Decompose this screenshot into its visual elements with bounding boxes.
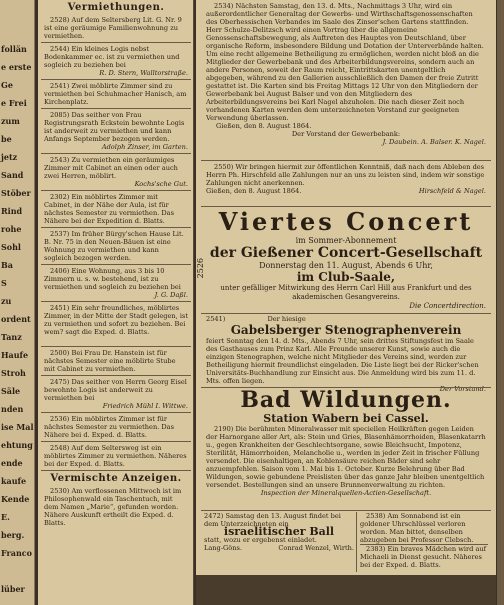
left-strip-fragment: ehtung [1, 440, 33, 450]
left-strip-fragment: Stroh [1, 368, 26, 378]
left-strip-fragment: berg. [1, 530, 25, 540]
ad-number: 2500) [50, 349, 70, 357]
bad-text: 2190) Die berühmten Mineralwasser mit speciellen Heilkräften gegen Leiden der Harnorgane aller Art, als: Stein und Gries, Blasenhämorrhoiden, Blasenkatarrh u., gegen Krankheiten der Geschlechtsorgane, sowie Bleichsucht, Impotenz, Sterilität, Hämorrhoiden, Melancholie u., werden in jeder Zeit in frischer Füllung versendet. Die eisenhaltigen, an Kohlensäure reichen Bäder sind sehr anzuempfehlen. Saison vom 1. Mai bis 1. October. Kurze Belehrung über Bad Wildungen, sowie gebundene Preislisten über das ganze Jahr bleiben unentgeltlich versendet. Bestellungen sind an unsere Brunnenverwaltung zu richten. [206, 425, 486, 489]
divider [41, 153, 191, 154]
concert-title: Viertes Concert [218, 207, 474, 236]
left-strip-fragment: zum [1, 116, 20, 126]
ad-signature: Kochs'sche Gut. [134, 180, 188, 188]
classified-ad [44, 230, 188, 262]
ball-ad: 2472) Samstag den 13. August findet bei dem Unterzeichneten ein israelitischer Ball statt, wozu er ergebenst einladet. Lang-Göns. Conrad Wenzel, Wirth. [204, 512, 354, 552]
ad-body: Zu vermiethen ein geräumiges Zimmer mit Cabinet an einen oder auch zwei Herren, möblirt. [44, 156, 178, 180]
classified-ad [44, 82, 188, 106]
ad-number: 2406) [50, 267, 70, 275]
ad-body: Auf dem Seltersberg Lit. G. Nr. 9 ist eine geräumige Familienwohnung zu vermiethen. [44, 16, 182, 40]
generaltag-ad [206, 2, 486, 146]
ad-text [44, 415, 188, 439]
steno-title: Gabelsberger Stenographenverein [230, 323, 462, 337]
hirschfeld-ad: 2550) Wir bringen hiermit zur öffentlichen Kenntniß, daß nach dem Ableben des Herrn Ph. Hirschfeld alle Zahlungen nur an uns zu leisten sind, indem wir sonstige Zahlungen nicht anerkennen. Gießen, den 8. August 1864. Hirschfeld & Nagel. [206, 163, 486, 195]
divider [41, 412, 191, 413]
divider [41, 346, 191, 347]
ad-body: Ein möblirtes Zimmer ist für nächstes Semester zu vermiethen. Das Nähere bei d. Exped. d. Blatts. [44, 415, 174, 439]
ad-text [44, 378, 188, 402]
left-strip-fragment: ende [1, 458, 23, 468]
classified-ad [44, 378, 188, 410]
ad-number: 2475) [50, 378, 70, 386]
ball-line2: statt, wozu er ergebenst einladet. [204, 536, 317, 544]
ad-number: 2085) [50, 111, 70, 119]
left-strip-fragment: nden [1, 404, 24, 414]
steno-text: feiert Sonntag den 14. d. Mts., Abends 7 Uhr, sein drittes Stiftungsfest im Saale des Gasthauses zum Prinz Karl. Alle Freunde unserer Kunst, sowie auch die einzigen Stenographen, welche nicht Mitglieder des Vereins sind, werden zur Betheiligung hiermit freundlichst eingeladen. Die Liste liegt bei der Ricker'schen Universitäts-Buchhandlung zur Einsicht aus. Die Anmeldung wird bis zum 11. d. Mts. offen liegen. [206, 337, 479, 385]
classified-ad [44, 16, 188, 40]
bad-wildungen-ad [206, 388, 486, 497]
ad-number: 2536) [50, 415, 70, 423]
ad-text [44, 193, 188, 225]
ad-number: 2302) [50, 193, 70, 201]
divider [41, 375, 191, 376]
concert-sub3: Donnerstag den 11. August, Abends 6 Uhr, [259, 261, 433, 270]
divider [41, 108, 191, 109]
lost-ad: 2538) Am Sonnabend ist ein goldener Uhrschlüssel verloren worden. Man bittet, denselben abzugeben bei Professor Clebsch. 2383) Ein braves Mädchen wird auf Michaeli in Dienst gesucht. Näheres bei der Exped. d. Blatts. [360, 512, 487, 569]
left-strip-fragment: Kende [1, 494, 30, 504]
divider [41, 227, 191, 228]
ad-text [44, 16, 188, 40]
steno-sig: Der Vorstand. [439, 385, 486, 393]
left-strip-fragment: e Frei [1, 98, 27, 108]
left-strip-fragment: S [1, 278, 7, 288]
ad-body: Bei Frau Dr. Hanstein ist für nächstes Semester eine möblirte Stube mit Cabinet zu vermiethen. [44, 349, 176, 373]
ad-number: 2541) [50, 82, 70, 90]
classified-ad [44, 267, 188, 299]
left-strip-fragment: follän [1, 44, 27, 54]
ad-text [44, 230, 188, 262]
ad-number: 2548) [50, 444, 70, 452]
left-strip-fragment: ise Mal [1, 422, 34, 432]
divider [41, 42, 191, 43]
vermiethungen-heading: Vermiethungen. [67, 2, 165, 13]
left-strip-fragment: Stöber [1, 188, 31, 198]
classified-ad [44, 444, 188, 468]
ad-body: Eine Wohnung, aus 3 bis 10 Zimmern u. s. w. bestehend, ist zu vermiethen und sogleich zu beziehen bei [44, 267, 181, 291]
ad-signature: Friedrich Mühl I. Wittwe. [102, 402, 188, 410]
concert-sub4: im Club-Saale, [296, 270, 396, 284]
left-strip-fragment: e erste [1, 62, 32, 72]
classified-ad [44, 45, 188, 77]
divider [41, 190, 191, 191]
ad-signature: J. G. Daßl. [154, 291, 188, 299]
left-strip-fragment: rohe [1, 224, 22, 234]
divider [41, 264, 191, 265]
concert-sig: Die Concertdirection. [409, 302, 486, 310]
vermischte-heading: Vermischte Anzeigen. [50, 473, 182, 484]
steno-ad: 2541) Der hiesige Gabelsberger Stenographenverein feiert Sonntag den 14. d. Mts., Abends 7 Uhr, sein drittes Stiftungsfest im Saale des Gasthauses zum Prinz Karl. Alle Freunde unserer Kunst, sowie auch die einzigen Stenographen, welche nicht Mitglieder des Vereins sind, werden zur Betheiligung hiermit freundlichst eingeladen. Die Liste liegt bei der Ricker'schen Universitäts-Buchhandlung zur Einsicht aus. Die Anmeldung wird bis zum 11. d. Mts. offen liegen. Der Vorstand. [206, 315, 486, 393]
ad-number: 2544) [50, 45, 70, 53]
left-strip-fragment: Ge [1, 80, 13, 90]
classified-ad [44, 415, 188, 439]
ad-body: Das seither von Frau Registrungsrath Eckstein bewohnte Logis ist anderweit zu vermiethen und kann Anfangs September bezogen werden. [44, 111, 185, 143]
left-strip-fragment: Franco [1, 548, 32, 558]
ad-signature: R. D. Stern, Walltorstraße. [99, 69, 188, 77]
generaltag-date: Gießen, den 8. August 1864. [216, 122, 312, 130]
ad-body: Zwei möblirte Zimmer sind zu vermiethen bei Schuhmacher Hanisch, am Kirchenplatz. [44, 82, 187, 106]
divider [201, 313, 491, 314]
ad-number: 2528) [50, 16, 70, 24]
left-strip-fragment: Rind [1, 206, 23, 216]
left-column [38, 0, 194, 605]
ball-title: israelitischer Ball [223, 525, 335, 538]
ad-text [44, 267, 188, 291]
left-strip-fragment: Tanz [1, 332, 22, 342]
left-strip-fragment: kaufe [1, 476, 27, 486]
page-bottom-shadow [196, 575, 496, 605]
ad-body: Ein sehr freundliches, möblirtes Zimmer, in der Mitte der Stadt gelegen, ist zu vermiethen und sofort zu beziehen. Bei wem? sagt die Exped. d. Blatts. [44, 304, 188, 336]
ad-body: Das seither von Herrn Georg Eisel bewohnte Logis ist anderweit zu vermiethen bei [44, 378, 187, 402]
left-strip-fragment: E. [1, 512, 10, 522]
bad-sig: Inspection der Mineralquellen-Actien-Gesellschaft. [260, 489, 432, 497]
ad-text [44, 304, 188, 336]
classified-ad [44, 111, 188, 151]
ad-body: Ein kleines Logis nebst Bodenkammer ec. ist zu vermiethen und sogleich zu beziehen bei [44, 45, 180, 69]
divider [201, 160, 491, 161]
left-strip-fragment: Säle [1, 386, 21, 396]
ad-body: Im früher Bürgy'schen Hause Lit. B. Nr. 75 in den Neuen-Bäuen ist eine Wohnung zu vermiethen und kann sogleich bezogen werden. [44, 230, 184, 262]
classified-ad [44, 156, 188, 188]
generaltag-sig2: J. Daubein. A. Balser. K. Nagel. [382, 138, 486, 146]
right-column [196, 0, 496, 605]
left-strip-fragment: zu [1, 296, 12, 306]
ad-text [44, 156, 188, 180]
ad-number: 2537) [50, 230, 70, 238]
generaltag-text: 2534) Nächsten Samstag, den 13. d. Mts., Nachmittags 3 Uhr, wird ein außerordentlicher Generaltag der Gewerbs- und Wirthschaftsgenossenschaften des Oberhessischen Verbandes im Saale des Zinser'schen Gartens stattfinden. Herr Schulze-Delitzsch wird einen Vortrag über die allgemeine Genossenschaftsbewegung, als Auftreten des Hauptes von Deutschland, über organische Reform, insbesondere Bildung und Dotation der Unterverbände halten. Um eine recht allgemeine Betheiligung zu ermöglichen, werden nicht bloß an die Mitglieder der Gewerbebank und des Arbeiterbildungsvereins, sondern auch an andere Personen, soweit der Raum reicht, Eintrittskarten unentgeltlich abgegeben, während zu den Gallerien ausschließlich den Damen der freie Zutritt gestattet ist. Die Karten sind bis Freitag Mittags 12 Uhr von den Mitgliedern der Gewerbebank bei August Balser und von den Mitgliedern des Arbeiterbildungsvereins bei Karl Nagel abzuholen. Die nach dieser Zeit noch vorhandenen Karten werden dem unterzeichneten Vorstand zur geeigneten Verwendung überlassen. [206, 2, 484, 122]
side-number: 2526 [196, 258, 205, 279]
left-page-edge [0, 0, 35, 605]
classified-ad [44, 349, 188, 373]
bad-title: Bad Wildungen. [240, 387, 452, 413]
divider [201, 510, 491, 511]
generaltag-sig1: Der Vorstand der Gewerbebank: [291, 130, 401, 138]
ad-body: Auf dem Seltersweg ist ein möblirtes Zimmer zu vermiethen. Näheres bei der Exped. d. Blatts. [44, 444, 187, 468]
left-strip-fragment: Sohl [1, 242, 21, 252]
ad-number: 2543) [50, 156, 70, 164]
ad-text [44, 111, 188, 143]
left-strip-fragment: jetz [1, 152, 18, 162]
left-strip-fragment: be [1, 134, 12, 144]
concert-sub2: der Gießener Concert-Gesellschaft [209, 245, 483, 261]
left-strip-fragment: Haufe [1, 350, 29, 360]
ad-number: 2451) [50, 304, 70, 312]
left-strip-fragment: lüber [1, 584, 25, 594]
left-strip-fragment: Sand [1, 170, 24, 180]
ad-text [44, 82, 188, 106]
divider [41, 79, 191, 80]
ad-signature: Adolph Zinser, im Garten. [101, 143, 188, 151]
vermischte-ad: 2530) Am verflossenen Mittwoch ist im Philosophenwald ein Taschentuch, mit dem Namen „Marie“, gefunden worden. Nähere Auskunft ertheilt die Exped. d. Blatts. [44, 487, 182, 527]
concert-sub5: unter gefälliger Mitwirkung des Herrn Carl Hill aus Frankfurt und des akademischen Gesangvereins. [220, 284, 472, 301]
left-strip-fragment: Ba [1, 260, 13, 270]
divider [41, 441, 191, 442]
ad-text [44, 45, 188, 69]
bad-sub: Station Wabern bei Cassel. [263, 412, 429, 425]
ad-body: Ein möblirtes Zimmer mit Cabinet, in der Nähe der Aula, ist für nächstes Semester zu vermiethen. Das Nähere bei der Expedition d. Blatts. [44, 193, 174, 225]
vertical-divider [356, 512, 357, 572]
divider [41, 470, 191, 471]
concert-ad [206, 208, 486, 310]
classified-ad [44, 193, 188, 225]
ad-text [44, 444, 188, 468]
concert-sub1: im Sommer-Abonnement [295, 236, 397, 245]
classified-ad [44, 304, 188, 336]
divider [41, 301, 191, 302]
ad-text [44, 349, 188, 373]
page-edge [497, 0, 504, 605]
left-strip-fragment: ordent [1, 314, 31, 324]
